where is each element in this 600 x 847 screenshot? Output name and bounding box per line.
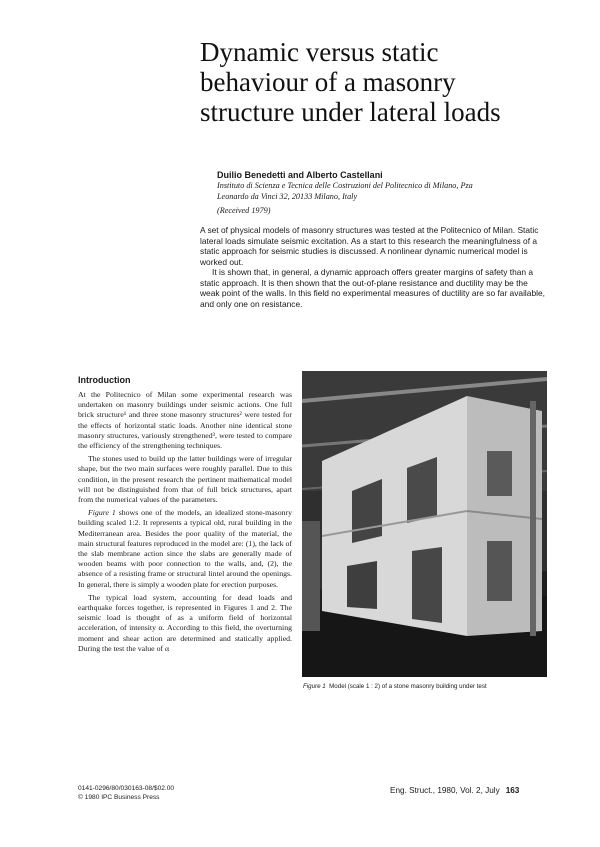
figure-photo	[302, 371, 547, 677]
title-line: Dynamic versus static	[200, 37, 439, 67]
figure-label: Figure 1	[303, 683, 326, 690]
footer-publisher	[78, 785, 174, 802]
body-paragraph: The typical load system, accounting for dead loads and earthquake forces together, is represented in Figures 1 and 2. The seismic load is thought of as a uniform field of horizontal acceleration, of intensity α. According to this field, the overturning moment and shear action are determined and statically applied. During the test the value of α	[78, 592, 292, 653]
article-title	[200, 37, 590, 127]
body-paragraph: The stones used to build up the latter buildings were of irregular shape, but the two main surfaces were roughly parallel. Due to this condition, in the present research the pertinent mathematical model will not be distinguished from that of full brick structures, apart from the numerical values of the parameters.	[78, 454, 292, 505]
masonry-model-photo	[302, 371, 547, 677]
received-date: (Received 1979)	[217, 206, 271, 215]
title-line: structure under lateral loads	[200, 97, 501, 127]
affiliation	[217, 181, 587, 202]
abstract-paragraph: It is shown that, in general, a dynamic approach offers greater margins of safety than a static approach. It is then shown that the out-of-plane resistance and ductility may be the weak point of the walls. In this field no experimental measures of ductility are so far available, and only one on resistance.	[200, 267, 545, 309]
affiliation-line: Instituto di Scienza e Tecnica delle Costruzioni del Politecnico di Milano, Pza	[217, 181, 473, 190]
abstract-paragraph: A set of physical models of masonry structures was tested at the Politecnico of Milan. Static lateral loads simulate seismic excitation. As a start to this research the meaningfulness of a static approach for seismic studies is discussed. A nonlinear dynamic numerical model is worked out.	[200, 225, 539, 267]
page-number: 163	[505, 786, 520, 795]
footer-copyright: © 1980 IPC Business Press	[78, 793, 160, 801]
figure-caption-text: Model (scale 1 : 2) of a stone masonry building under test	[329, 683, 487, 690]
body-text	[78, 390, 292, 654]
footer-code: 0141-0296/80/030163-08/$02.00	[78, 785, 175, 792]
footer-journal	[390, 786, 519, 795]
section-heading: Introduction	[78, 375, 131, 385]
body-paragraph: At the Politecnico of Milan some experimental research was undertaken on masonry buildings under seismic actions. One full brick structure¹ and three stone masonry structures² were tested for the effects of horizontal static loads. Another nine identical stone masonry structures, variously strengthened³, were tested to compare the efficiency of the strengthening techniques.	[78, 390, 292, 451]
body-paragraph	[78, 508, 292, 590]
abstract	[200, 225, 545, 309]
title-line: behaviour of a masonry	[200, 67, 456, 97]
figure-reference: Figure 1	[88, 508, 116, 518]
authors: Duilio Benedetti and Alberto Castellani	[217, 170, 383, 180]
body-paragraph-text: shows one of the models, an idealized stone-masonry building scaled 1:2. It represents a typical old, rural building in the Mediterranean area. Besides the poor quality of the material, the main structural features reproduced in the model are: (1), the lack of the slab membrane action since the slabs are generally made of wooden beams with poor connection to the walls, and, (2), the absence of a resisting frame or structural lintel around the openings. In general, there is simply a wooden plate for erection purposes.	[78, 508, 292, 589]
journal-citation: Eng. Struct., 1980, Vol. 2, July	[390, 786, 500, 795]
affiliation-line: Leonardo da Vinci 32, 20133 Milano, Italy	[217, 191, 358, 201]
figure-caption	[303, 683, 553, 690]
